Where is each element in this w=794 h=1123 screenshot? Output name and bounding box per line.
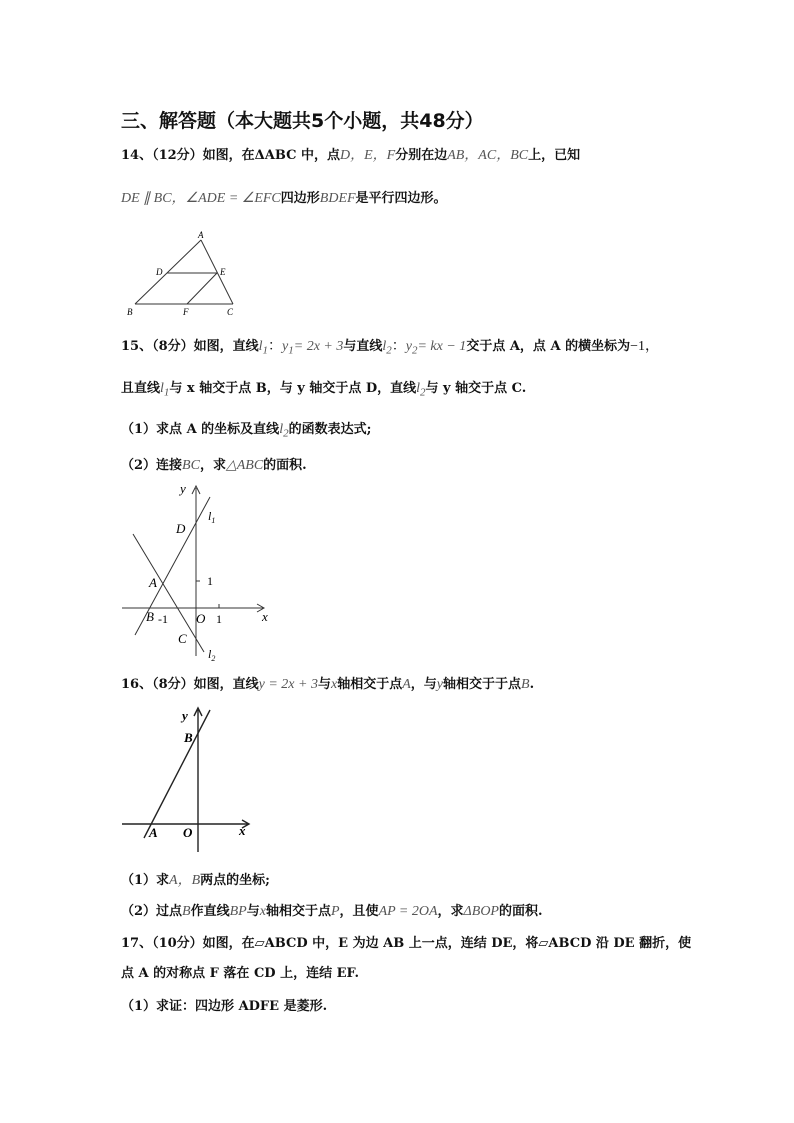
label-f: F (183, 307, 189, 317)
label-b: B (127, 307, 133, 317)
q16-part-1: （1）求A，B两点的坐标; (121, 873, 270, 888)
tick-minus-one: -1 (158, 612, 168, 626)
tick-one-x: 1 (216, 612, 222, 626)
point-b-label: B (146, 609, 154, 624)
q15-line-2: 且直线$l_1$与 x 轴交于点 B，与 y 轴交于点 D，直线$l_2$与 y 轴交于点 C. (121, 381, 527, 399)
q14-line-1: 14、（12分）如图，在ΔABC 中，点D，E，F分别在边AB，AC，BC上，已知 (121, 148, 581, 163)
origin-label: O (183, 825, 193, 840)
point-c-label: C (178, 631, 187, 646)
x-axis-label: x (262, 609, 268, 624)
point-a-label: A (149, 825, 158, 840)
label-d: D (156, 267, 163, 277)
q17-line-2: 点 A 的对称点 F 落在 CD 上，连结 EF. (121, 966, 359, 981)
point-d-label: D (176, 521, 186, 536)
q14-triangle-figure (125, 228, 245, 318)
q16-line-1: 16、（8分）如图，直线y = 2x + 3与x轴相交于点A，与y轴相交于于点B. (121, 677, 535, 692)
l2-label: $l_2$ (208, 647, 216, 663)
q15-line-1: 15、（8分）如图，直线$l_1$：$y_1= 2x + 3$与直线$l_2$：$y_2=$ kx − 1交于点 A，点 A 的横坐标为−1， (121, 339, 659, 357)
q14-line-2: DE ∥ BC，∠ADE = ∠EFC四边形BDEF是平行四边形。 (121, 191, 447, 206)
q16-coordinate-figure (118, 702, 263, 857)
y-axis-label: y (180, 481, 186, 496)
l1-label: $l_1$ (208, 509, 216, 525)
point-a-label: A (149, 575, 157, 590)
point-b-label: B (184, 730, 193, 745)
q17-line-1: 17、（10分）如图，在▱ABCD 中，E 为边 AB 上一点，连结 DE，将▱ABCD 沿 DE 翻折，使 (121, 936, 692, 951)
section-title: 三、解答题（本大题共5个小题，共48分） (121, 110, 484, 132)
x-axis-label: x (239, 823, 246, 838)
q16-part-2: （2）过点B作直线BP与x轴相交于点P，且使AP = 2OA，求ΔBOP的面积. (121, 904, 543, 919)
y-axis-label: y (182, 708, 188, 723)
label-c: C (227, 307, 234, 317)
label-a: A (198, 230, 204, 240)
q17-part-1: （1）求证：四边形 ADFE 是菱形. (121, 999, 328, 1014)
tick-one-y: 1 (207, 574, 213, 588)
label-e: E (220, 267, 226, 277)
origin-label: O (196, 611, 206, 626)
q15-part-2: （2）连接BC，求△ABC的面积. (121, 458, 307, 473)
q15-coordinate-figure (118, 480, 278, 665)
q15-part-1: （1）求点 A 的坐标及直线$l_2$的函数表达式; (121, 422, 372, 440)
